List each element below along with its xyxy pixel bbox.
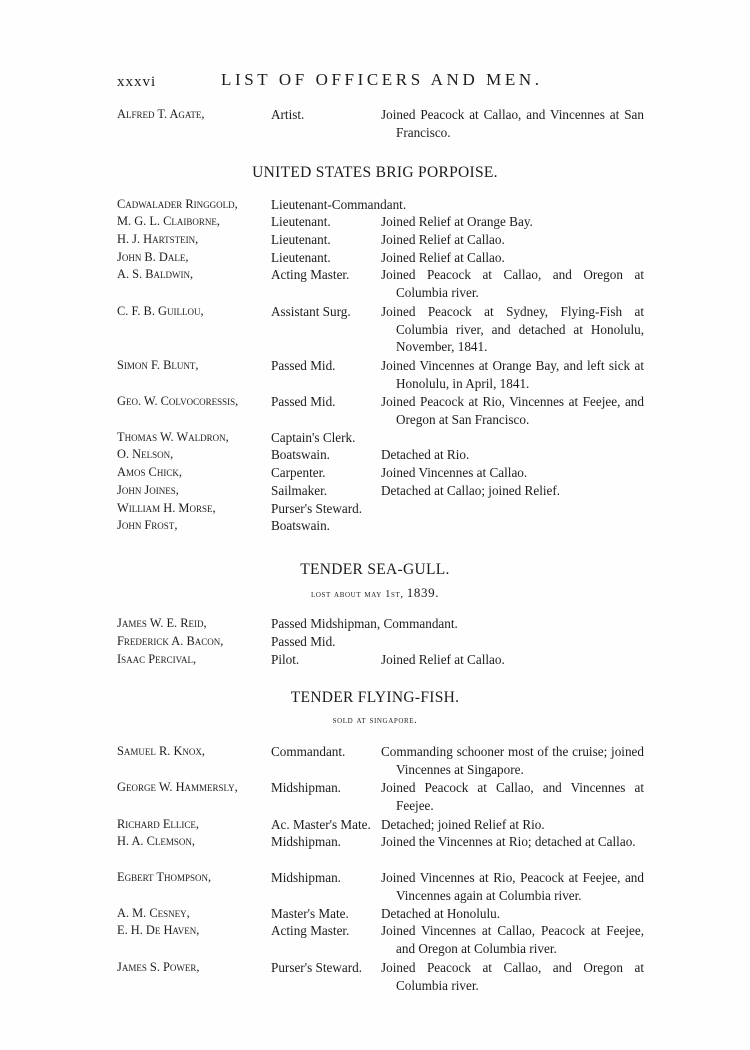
officer-note: Detached at Callao; joined Relief. xyxy=(381,483,561,498)
officer-name: Thomas W. Waldron, xyxy=(117,430,229,444)
section-heading: UNITED STATES BRIG PORPOISE. xyxy=(252,164,498,181)
officer-name: H. A. Clemson, xyxy=(117,834,195,848)
officer-note: Joined Peacock at Callao, and Vincennes at San Francisco. xyxy=(381,107,644,140)
section-subheading xyxy=(0,585,750,601)
officer-rank: Sailmaker. xyxy=(271,483,328,498)
officer-note: Commanding schooner most of the cruise; joined Vincennes at Singapore. xyxy=(381,744,644,777)
officer-name: Samuel R. Knox, xyxy=(117,744,205,758)
officer-name: John Joines, xyxy=(117,483,179,497)
officer-rank: Acting Master. xyxy=(271,267,350,282)
officer-note: Detached; joined Relief at Rio. xyxy=(381,817,545,832)
officer-note: Joined Vincennes at Orange Bay, and left sick at Honolulu, in April, 1841. xyxy=(381,358,644,391)
officer-name: John Frost, xyxy=(117,518,178,532)
officer-rank: Lieutenant. xyxy=(271,250,331,265)
officer-note: Joined Relief at Orange Bay. xyxy=(381,214,533,229)
officer-note: Detached at Rio. xyxy=(381,447,470,462)
officer-rank: Passed Midshipman, Commandant. xyxy=(271,616,458,631)
officer-rank: Boatswain. xyxy=(271,447,330,462)
officer-name: H. J. Hartstein, xyxy=(117,232,199,246)
officer-name: Frederick A. Bacon, xyxy=(117,634,224,648)
officer-name: William H. Morse, xyxy=(117,501,216,515)
officer-rank: Passed Mid. xyxy=(271,394,336,409)
officer-name: Amos Chick, xyxy=(117,465,182,479)
officer-note: Joined Peacock at Callao, and Vincennes at Feejee. xyxy=(381,780,644,813)
officer-name: O. Nelson, xyxy=(117,447,174,461)
officer-rank: Pilot. xyxy=(271,652,300,667)
officer-name: C. F. B. Guillou, xyxy=(117,304,204,318)
officer-name: John B. Dale, xyxy=(117,250,189,264)
officer-note: Joined Relief at Callao. xyxy=(381,250,505,265)
officer-note: Joined Vincennes at Callao. xyxy=(381,465,528,480)
officer-note: Joined Peacock at Callao, and Oregon at Columbia river. xyxy=(381,960,644,993)
subheading-year: 1839. xyxy=(406,585,440,600)
officer-rank: Midshipman. xyxy=(271,780,341,795)
officer-rank: Lieutenant. xyxy=(271,214,331,229)
officer-name: Alfred T. Agate, xyxy=(117,107,205,121)
officer-name: M. G. L. Claiborne, xyxy=(117,214,220,228)
officer-name: Simon F. Blunt, xyxy=(117,358,199,372)
officer-note: Detached at Honolulu. xyxy=(381,906,501,921)
officer-name: Cadwalader Ringgold, xyxy=(117,197,238,211)
running-header xyxy=(117,70,637,94)
officer-name: A. S. Baldwin, xyxy=(117,267,194,281)
officer-note: Joined Relief at Callao. xyxy=(381,232,505,247)
officer-rank: Lieutenant. xyxy=(271,232,331,247)
officer-name: George W. Hammersly, xyxy=(117,780,238,794)
officer-rank: Ac. Master's Mate. xyxy=(271,817,371,832)
officer-note: Joined Vincennes at Callao, Peacock at Feejee, and Oregon at Columbia river. xyxy=(381,923,644,956)
officer-rank: Midshipman. xyxy=(271,834,341,849)
officer-name: James S. Power, xyxy=(117,960,200,974)
officer-rank: Acting Master. xyxy=(271,923,350,938)
officer-rank: Artist. xyxy=(271,107,305,122)
officer-note: Joined Relief at Callao. xyxy=(381,652,505,667)
section-heading: TENDER SEA-GULL. xyxy=(300,561,450,578)
officer-rank: Master's Mate. xyxy=(271,906,349,921)
officer-rank: Captain's Clerk. xyxy=(271,430,356,445)
officer-rank: Commandant. xyxy=(271,744,346,759)
officer-note: Joined the Vincennes at Rio; detached at Callao. xyxy=(381,834,636,849)
section-subheading: sold at singapore. xyxy=(332,715,418,726)
officer-note: Joined Peacock at Callao, and Oregon at Columbia river. xyxy=(381,267,644,300)
officer-note: Joined Vincennes at Rio, Peacock at Feejee, and Vincennes again at Columbia river. xyxy=(381,870,644,903)
officer-name: James W. E. Reid, xyxy=(117,616,207,630)
officer-note: Joined Peacock at Rio, Vincennes at Feejee, and Oregon at San Francisco. xyxy=(381,394,644,427)
officer-rank: Purser's Steward. xyxy=(271,960,363,975)
officer-note: Joined Peacock at Sydney, Flying-Fish at Columbia river, and detached at Honolulu, November, 1841. xyxy=(381,304,644,354)
officer-rank: Carpenter. xyxy=(271,465,326,480)
officer-rank: Passed Mid. xyxy=(271,358,336,373)
officer-rank: Boatswain. xyxy=(271,518,330,533)
officer-name: Richard Ellice, xyxy=(117,817,200,831)
officer-name: E. H. De Haven, xyxy=(117,923,200,937)
officer-rank: Midshipman. xyxy=(271,870,341,885)
officer-name: A. M. Cesney, xyxy=(117,906,190,920)
officer-name: Isaac Percival, xyxy=(117,652,197,666)
section-heading: TENDER FLYING-FISH. xyxy=(290,689,460,706)
officer-name: Geo. W. Colvocoressis, xyxy=(117,394,239,408)
officer-name: Egbert Thompson, xyxy=(117,870,212,884)
officer-rank: Lieutenant-Commandant. xyxy=(271,197,407,212)
officer-rank: Passed Mid. xyxy=(271,634,336,649)
officer-rank: Purser's Steward. xyxy=(271,501,363,516)
page-number: xxxvi xyxy=(117,74,157,90)
officer-rank: Assistant Surg. xyxy=(271,304,351,319)
running-title: LIST OF OFFICERS AND MEN. xyxy=(221,70,543,89)
subheading-text: lost about may 1st, xyxy=(310,589,404,600)
